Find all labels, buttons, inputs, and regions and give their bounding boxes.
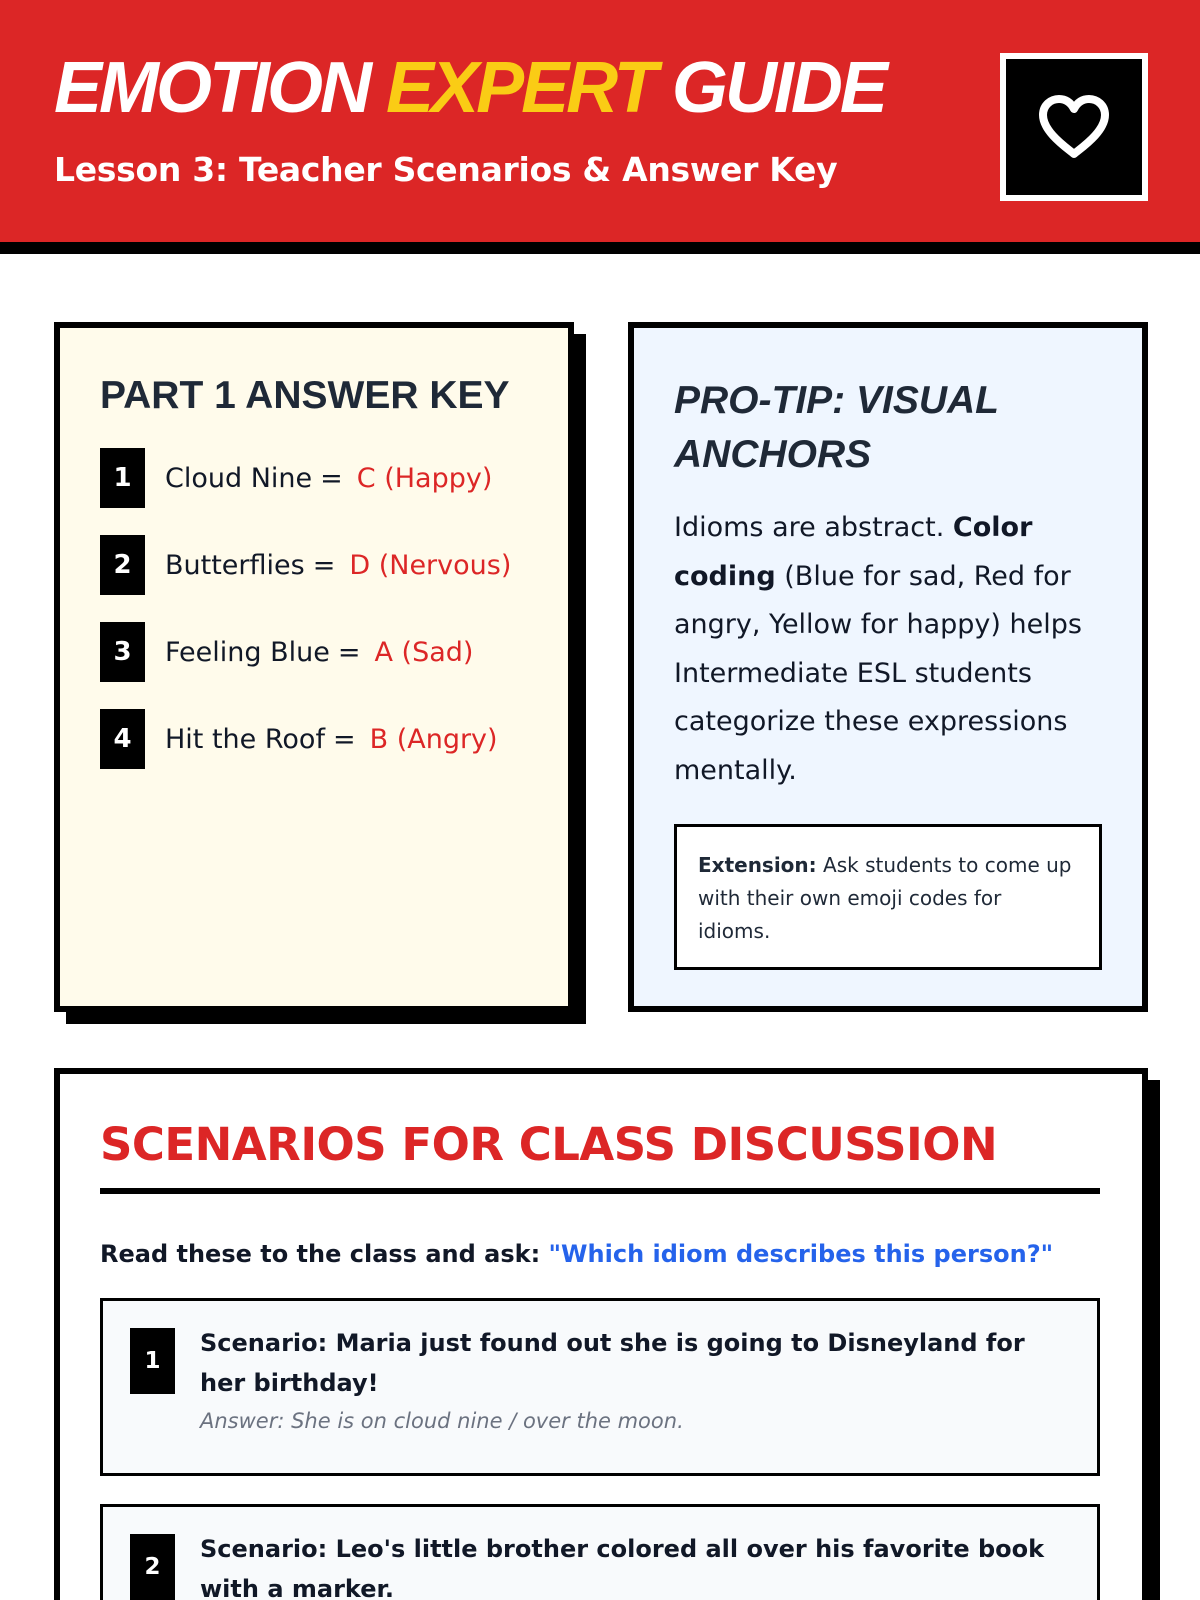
answer-key-list: [100, 448, 511, 796]
intro-text: Read these to the class and ask:: [100, 1240, 549, 1268]
number-badge: 2: [100, 535, 145, 595]
number-badge: 3: [100, 622, 145, 682]
idiom-answer: B (Angry): [369, 723, 498, 755]
pro-tip-body: [674, 504, 1114, 795]
heading-divider: [100, 1188, 1100, 1194]
extension-box: [674, 824, 1102, 970]
answer-key-item: [100, 709, 511, 769]
pro-tip-bold: Color coding: [674, 512, 1033, 592]
idiom-answer: C (Happy): [356, 462, 493, 494]
number-badge: 1: [130, 1328, 175, 1394]
heart-logo: [1000, 53, 1148, 201]
number-badge: 2: [130, 1534, 175, 1600]
title-part-emotion: EMOTION: [54, 48, 369, 128]
idiom-name: Feeling Blue: [165, 636, 330, 668]
number-badge: 4: [100, 709, 145, 769]
equals-sign: =: [337, 636, 361, 668]
answer-key-heading: PART 1 ANSWER KEY: [100, 374, 510, 417]
equals-sign: =: [332, 723, 356, 755]
page-title: [54, 48, 885, 128]
answer-key-item: [100, 448, 511, 508]
equals-sign: =: [312, 549, 336, 581]
page-header: [0, 0, 1200, 254]
idiom-name: Butterflies: [165, 549, 305, 581]
scenario-item: [100, 1298, 1100, 1476]
scenario-item: [100, 1504, 1100, 1600]
pro-tip-heading: PRO-TIP: VISUAL ANCHORS: [674, 379, 999, 476]
title-part-expert: EXPERT: [386, 48, 655, 128]
answer-key-item: [100, 622, 511, 682]
idiom-name: Cloud Nine: [165, 462, 313, 494]
scenario-answer: Answer: She is on cloud nine / over the moon.: [200, 1409, 684, 1433]
extension-label: Extension:: [698, 853, 817, 877]
scenarios-intro: [100, 1240, 1053, 1268]
scenario-text: Scenario: Leo's little brother colored all over his favorite book with a marker.: [200, 1535, 1045, 1600]
answer-key-card: [54, 322, 574, 1012]
page-subtitle: Lesson 3: Teacher Scenarios & Answer Key: [54, 150, 838, 189]
scenario-text: Scenario: Maria just found out she is going to Disneyland for her birthday!: [200, 1329, 1025, 1397]
extension-text: Ask students to come up with their own emoji codes for idioms.: [698, 853, 1072, 943]
pro-tip-text-2: (Blue for sad, Red for angry, Yellow for happy) helps Intermediate ESL students categorize these expressions mentally.: [674, 560, 1082, 786]
idiom-name: Hit the Roof: [165, 723, 325, 755]
heart-icon: [1037, 94, 1111, 160]
idiom-answer: D (Nervous): [349, 549, 512, 581]
intro-question: "Which idiom describes this person?": [548, 1240, 1054, 1268]
scenarios-card: [54, 1068, 1148, 1600]
pro-tip-card: [628, 322, 1148, 1012]
idiom-answer: A (Sad): [374, 636, 474, 668]
answer-key-item: [100, 535, 511, 595]
equals-sign: =: [320, 462, 343, 494]
scenarios-heading: SCENARIOS FOR CLASS DISCUSSION: [100, 1118, 998, 1171]
title-part-guide: GUIDE: [671, 48, 885, 128]
pro-tip-text-1: Idioms are abstract.: [674, 512, 953, 543]
number-badge: 1: [100, 448, 145, 508]
